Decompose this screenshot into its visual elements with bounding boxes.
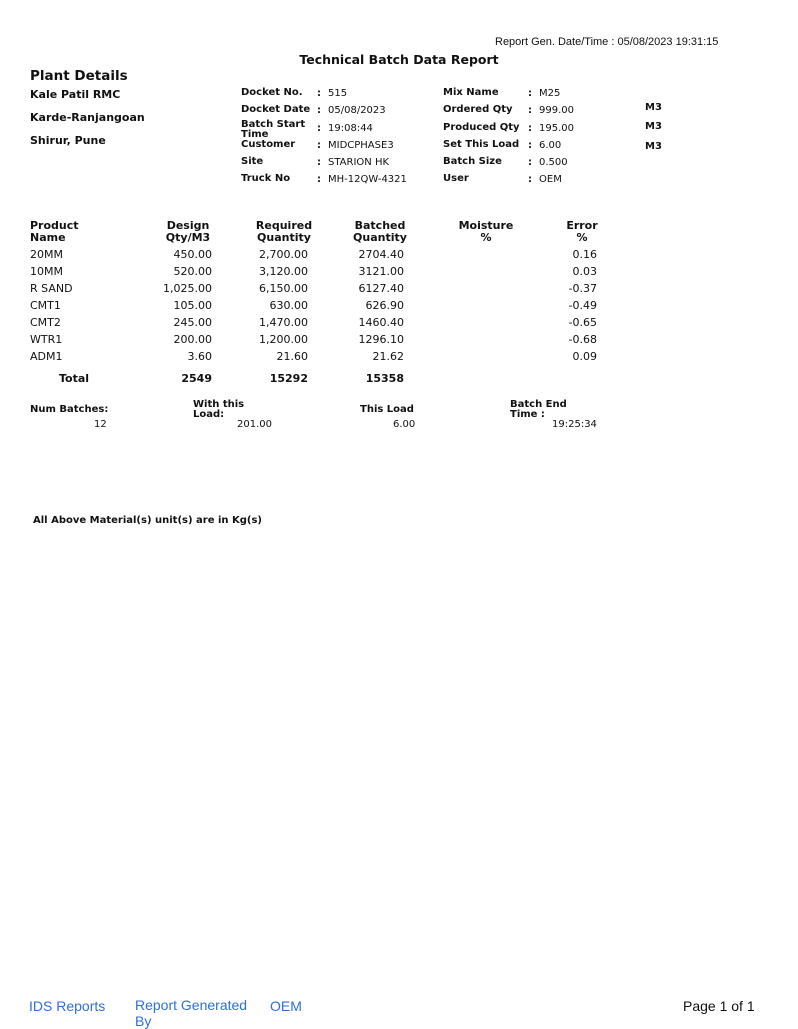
table-row-batched: 6127.40 bbox=[358, 282, 404, 295]
table-row-required: 1,200.00 bbox=[259, 333, 308, 346]
table-row-required: 21.60 bbox=[276, 350, 308, 363]
ordered-qty-label: Ordered Qty bbox=[443, 104, 513, 115]
report-title: Technical Batch Data Report bbox=[299, 52, 499, 67]
footer-report-generated-by: Report Generated By bbox=[135, 997, 248, 1029]
footer-oem: OEM bbox=[270, 998, 302, 1014]
footer-ids-reports: IDS Reports bbox=[29, 998, 106, 1014]
set-this-load-value: 6.00 bbox=[539, 140, 562, 151]
table-row-required: 630.00 bbox=[269, 299, 308, 312]
table-row-batched: 1460.40 bbox=[358, 316, 404, 329]
total-batched: 15358 bbox=[365, 372, 404, 385]
header-product-name: Product Name bbox=[30, 219, 79, 244]
table-row-design: 1,025.00 bbox=[163, 282, 212, 295]
header-required-qty: Required Quantity bbox=[255, 219, 313, 244]
plant-details-heading: Plant Details bbox=[30, 68, 128, 84]
table-row-product: 10MM bbox=[30, 265, 63, 278]
docket-date-value: 05/08/2023 bbox=[328, 105, 386, 116]
user-label: User bbox=[443, 173, 469, 184]
truck-no-value: MH-12QW-4321 bbox=[328, 174, 407, 185]
num-batches-label: Num Batches: bbox=[30, 404, 109, 415]
customer-label: Customer bbox=[241, 139, 296, 150]
set-this-load-unit: M3 bbox=[645, 141, 662, 152]
table-row-design: 450.00 bbox=[173, 248, 212, 261]
this-load-label: This Load bbox=[360, 404, 414, 415]
colon: : bbox=[528, 174, 532, 185]
docket-no-label: Docket No. bbox=[241, 87, 303, 98]
table-row-batched: 3121.00 bbox=[358, 265, 404, 278]
ordered-qty-value: 999.00 bbox=[539, 105, 574, 116]
set-this-load-label: Set This Load bbox=[443, 139, 520, 150]
colon: : bbox=[528, 105, 532, 116]
batch-end-time-value: 19:25:34 bbox=[552, 419, 597, 430]
plant-address-line-1: Karde-Ranjangoan bbox=[30, 111, 145, 124]
docket-date-label: Docket Date bbox=[241, 104, 311, 115]
header-error: Error % bbox=[566, 219, 598, 244]
produced-qty-value: 195.00 bbox=[539, 123, 574, 134]
table-row-design: 245.00 bbox=[173, 316, 212, 329]
site-label: Site bbox=[241, 156, 264, 167]
table-row-required: 6,150.00 bbox=[259, 282, 308, 295]
colon: : bbox=[528, 140, 532, 151]
table-row-product: 20MM bbox=[30, 248, 63, 261]
table-row-error: 0.03 bbox=[572, 265, 597, 278]
colon: : bbox=[528, 88, 532, 99]
customer-value: MIDCPHASE3 bbox=[328, 140, 394, 151]
total-required: 15292 bbox=[269, 372, 308, 385]
colon: : bbox=[317, 140, 321, 151]
ordered-qty-unit: M3 bbox=[645, 102, 662, 113]
table-row-batched: 21.62 bbox=[372, 350, 404, 363]
mix-name-label: Mix Name bbox=[443, 87, 499, 98]
colon: : bbox=[317, 88, 321, 99]
table-row-design: 105.00 bbox=[173, 299, 212, 312]
produced-qty-label: Produced Qty bbox=[443, 122, 520, 133]
table-row-product: ADM1 bbox=[30, 350, 63, 363]
table-row-product: R SAND bbox=[30, 282, 73, 295]
table-row-error: -0.37 bbox=[568, 282, 597, 295]
table-row-batched: 2704.40 bbox=[358, 248, 404, 261]
plant-address-line-2: Shirur, Pune bbox=[30, 134, 106, 147]
total-design: 2549 bbox=[181, 372, 212, 385]
batch-start-time-label: Batch Start Time bbox=[241, 119, 306, 140]
report-generated-datetime: Report Gen. Date/Time : 05/08/2023 19:31:15 bbox=[495, 36, 719, 48]
table-row-error: -0.68 bbox=[568, 333, 597, 346]
num-batches-value: 12 bbox=[94, 419, 107, 430]
header-design-qty: Design Qty/M3 bbox=[165, 219, 211, 244]
with-this-load-value: 201.00 bbox=[237, 419, 272, 430]
header-batched-qty: Batched Quantity bbox=[353, 219, 407, 244]
header-moisture: Moisture % bbox=[458, 219, 514, 244]
table-row-product: CMT2 bbox=[30, 316, 61, 329]
truck-no-label: Truck No bbox=[241, 173, 291, 184]
table-row-required: 2,700.00 bbox=[259, 248, 308, 261]
colon: : bbox=[528, 123, 532, 134]
with-this-load-label: With this Load: bbox=[193, 399, 245, 420]
docket-no-value: 515 bbox=[328, 88, 348, 99]
table-row-design: 3.60 bbox=[187, 350, 212, 363]
user-value: OEM bbox=[539, 174, 562, 185]
batch-start-time-value: 19:08:44 bbox=[328, 123, 373, 134]
table-row-error: 0.16 bbox=[572, 248, 597, 261]
colon: : bbox=[528, 157, 532, 168]
produced-qty-unit: M3 bbox=[645, 121, 662, 132]
colon: : bbox=[317, 174, 321, 185]
this-load-value: 6.00 bbox=[393, 419, 416, 430]
batch-size-value: 0.500 bbox=[539, 157, 568, 168]
plant-name: Kale Patil RMC bbox=[30, 88, 121, 101]
table-row-batched: 626.90 bbox=[365, 299, 404, 312]
table-row-error: 0.09 bbox=[572, 350, 597, 363]
table-row-required: 1,470.00 bbox=[259, 316, 308, 329]
colon: : bbox=[317, 157, 321, 168]
table-row-product: WTR1 bbox=[30, 333, 63, 346]
units-note: All Above Material(s) unit(s) are in Kg(s) bbox=[33, 515, 262, 526]
table-row-batched: 1296.10 bbox=[358, 333, 404, 346]
batch-end-time-label: Batch End Time : bbox=[510, 399, 567, 420]
total-label: Total bbox=[59, 372, 90, 385]
mix-name-value: M25 bbox=[539, 88, 561, 99]
table-row-design: 200.00 bbox=[173, 333, 212, 346]
colon: : bbox=[317, 105, 321, 116]
table-row-required: 3,120.00 bbox=[259, 265, 308, 278]
page-number: Page 1 of 1 bbox=[683, 998, 755, 1014]
site-value: STARION HK bbox=[328, 157, 390, 168]
table-row-product: CMT1 bbox=[30, 299, 61, 312]
table-row-error: -0.65 bbox=[568, 316, 597, 329]
table-row-design: 520.00 bbox=[173, 265, 212, 278]
table-row-error: -0.49 bbox=[568, 299, 597, 312]
colon: : bbox=[317, 123, 321, 134]
batch-size-label: Batch Size bbox=[443, 156, 502, 167]
